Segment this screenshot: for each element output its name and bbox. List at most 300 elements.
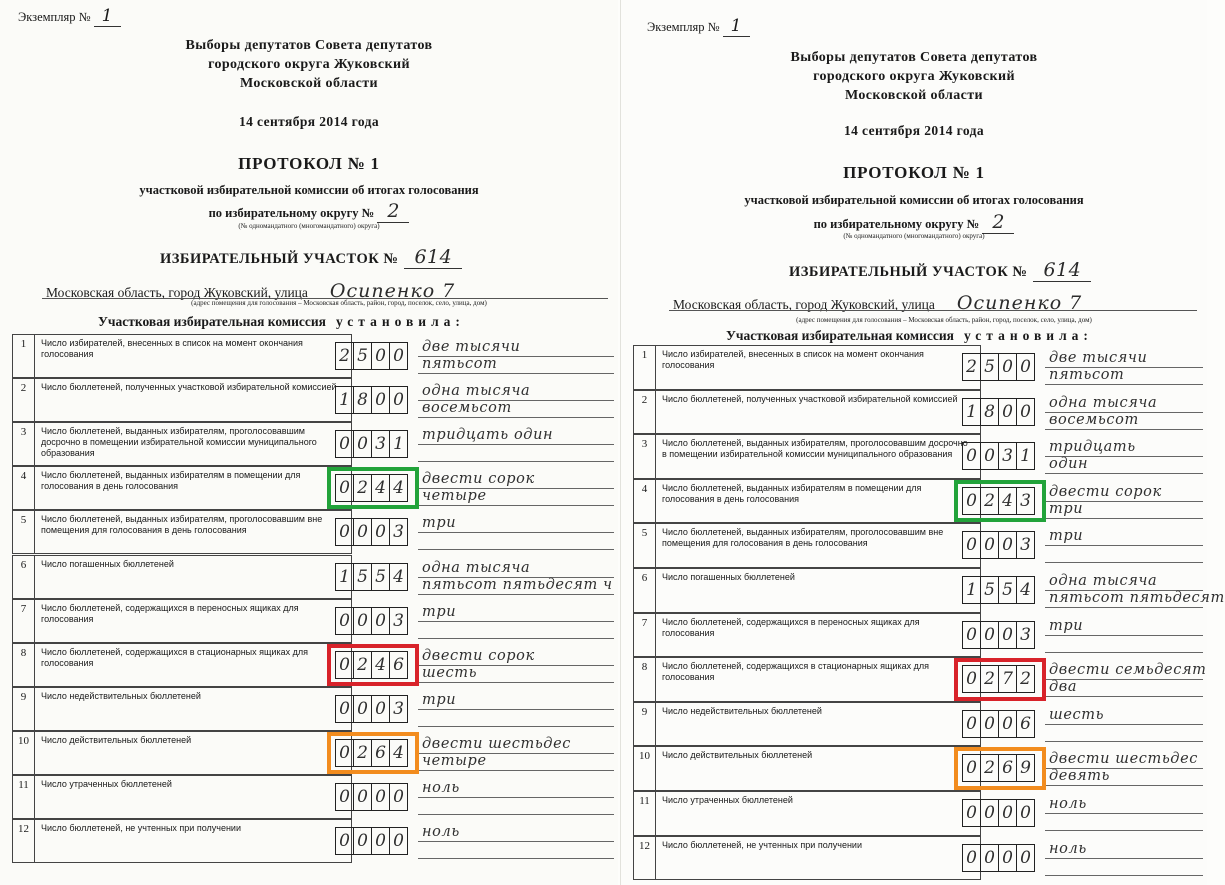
address-prefix: Московская область, город Жуковский, улица	[46, 285, 308, 300]
row-number: 10	[12, 731, 34, 775]
protocol-row	[633, 345, 1207, 390]
protocol-subtitle: участковой избирательной комиссии об итогах голосования	[744, 193, 1084, 207]
words-underline	[1045, 813, 1203, 814]
highlight-box-row-10	[327, 732, 419, 774]
digit-cell: 0	[980, 844, 999, 872]
highlight-box-row-8	[327, 644, 419, 686]
amount-words-line: четыре	[422, 752, 487, 769]
row-description: Число бюллетеней, выданных избирателям, проголосовавшим досрочно в помещении избирательной комиссии муниципального образования	[34, 422, 352, 466]
polling-station-number: 614	[1033, 259, 1091, 282]
digit-cell: 4	[389, 563, 408, 591]
digit-cell: 1	[335, 386, 354, 414]
row-description: Число действительных бюллетеней	[655, 746, 981, 791]
row-number: 8	[12, 643, 34, 687]
amount-words-line: пятьсот пятьдесят	[1049, 590, 1225, 606]
digit-cell: 0	[998, 621, 1017, 649]
words-underline	[1045, 741, 1203, 742]
row-description: Число бюллетеней, содержащихся в стационарных ящиках для голосования	[34, 643, 352, 687]
digit-cell: 4	[998, 487, 1017, 515]
row-number: 11	[12, 775, 34, 819]
amount-in-words	[1045, 439, 1203, 475]
digit-cell: 0	[980, 621, 999, 649]
row-description: Число действительных бюллетеней	[34, 731, 352, 775]
digit-cells	[336, 518, 408, 546]
district-line	[621, 211, 1207, 233]
row-number: 12	[12, 819, 34, 863]
row-number: 3	[633, 434, 655, 479]
commission-label: Участковая избирательная комиссия	[726, 328, 954, 343]
copy-number-value: 1	[723, 16, 750, 37]
digit-cells	[336, 386, 408, 414]
highlight-box-row-4	[327, 467, 419, 509]
address-street: Осипенко 7	[329, 280, 456, 302]
digit-cells	[963, 576, 1035, 604]
address-note: (адрес помещения для голосования – Московская область, район, город, поселок, село, улица, дом)	[191, 299, 487, 307]
digit-cell: 0	[962, 621, 981, 649]
amount-words-line: ноль	[422, 780, 460, 796]
amount-words-line: восемьсот	[422, 400, 512, 417]
amount-in-words	[418, 339, 614, 375]
words-underline	[418, 532, 614, 533]
amount-words-line: три	[422, 603, 457, 620]
protocol-title-text: ПРОТОКОЛ № 1	[843, 163, 985, 182]
election-title-line	[0, 38, 618, 54]
digit-cell: 0	[998, 799, 1017, 827]
amount-words-line: два	[1049, 679, 1078, 696]
digit-cell: 0	[980, 710, 999, 738]
words-underline	[1045, 830, 1203, 831]
protocol-row	[12, 687, 618, 731]
digit-cell: 0	[980, 799, 999, 827]
amount-words-line: восемьсот	[1049, 411, 1139, 428]
protocol-row	[12, 731, 618, 775]
digit-cell: 1	[335, 563, 354, 591]
words-underline	[1045, 562, 1203, 563]
amount-words-line: пятьсот пятьдесят ч	[422, 576, 613, 593]
commission-established	[726, 328, 1093, 344]
digit-cell: 0	[389, 386, 408, 414]
digit-cell: 2	[353, 739, 372, 767]
copy-number-line	[18, 6, 121, 26]
digit-cell: 0	[998, 531, 1017, 559]
amount-in-words	[1045, 573, 1225, 609]
amount-words-line: три	[1049, 528, 1084, 545]
row-number: 7	[12, 599, 34, 643]
election-title-text: Московской области	[844, 88, 984, 103]
digit-cell: 0	[1016, 844, 1035, 872]
highlight-box-row-4	[954, 480, 1046, 523]
digit-cell: 0	[353, 430, 372, 458]
row-number: 6	[633, 568, 655, 613]
digit-cell: 0	[353, 783, 372, 811]
digit-cell: 0	[353, 695, 372, 723]
digit-cells	[336, 607, 408, 635]
digit-cell: 0	[998, 398, 1017, 426]
amount-words-line: девять	[1049, 768, 1111, 785]
digit-cell: 2	[980, 754, 999, 782]
row-number: 11	[633, 791, 655, 836]
digit-cell: 2	[980, 665, 999, 693]
digit-cells	[963, 799, 1035, 827]
amount-in-words	[1045, 484, 1203, 520]
digit-cells	[963, 442, 1035, 470]
election-date-text: 14 сентября 2014 года	[238, 114, 379, 129]
digit-cells	[963, 710, 1035, 738]
words-underline	[418, 709, 614, 710]
words-underline	[418, 797, 614, 798]
words-underline	[418, 858, 614, 859]
amount-in-words	[1045, 796, 1203, 832]
protocol-title-text: ПРОТОКОЛ № 1	[238, 154, 380, 173]
amount-in-words	[1045, 395, 1203, 431]
digit-cell: 7	[998, 665, 1017, 693]
polling-station-line	[789, 259, 1091, 281]
row-description: Число утраченных бюллетеней	[655, 791, 981, 836]
words-underline	[418, 417, 614, 418]
highlight-box-row-8	[954, 658, 1046, 701]
words-underline	[1045, 473, 1203, 474]
digit-cell: 0	[389, 783, 408, 811]
digit-cell: 0	[980, 531, 999, 559]
amount-words-line: ноль	[1049, 840, 1087, 857]
polling-station-number: 614	[404, 246, 462, 269]
row-description: Число бюллетеней, выданных избирателям в помещении для голосования в день голосования	[34, 466, 352, 510]
protocol-row	[633, 523, 1207, 568]
words-underline	[1045, 429, 1203, 430]
protocol-subtitle: участковой избирательной комиссии об итогах голосования	[139, 183, 479, 197]
words-underline	[1045, 724, 1203, 725]
digit-cell: 0	[371, 607, 390, 635]
amount-words-line: три	[1049, 500, 1084, 517]
words-underline	[418, 638, 614, 639]
protocol-row	[12, 555, 618, 599]
election-title-text: Московской области	[239, 76, 379, 91]
protocol-row	[633, 434, 1207, 479]
protocol-row	[12, 643, 618, 687]
row-number: 1	[12, 334, 34, 378]
row-description: Число бюллетеней, выданных избирателям, проголосовавшим вне помещения для голосования в день голосования	[34, 510, 352, 554]
digit-cell: 2	[980, 487, 999, 515]
protocol-row	[633, 746, 1207, 791]
digit-cell: 0	[371, 827, 390, 855]
amount-words-line: одна тысяча	[422, 559, 531, 576]
words-underline	[418, 770, 614, 771]
digit-cell: 6	[998, 754, 1017, 782]
address-note: (адрес помещения для голосования – Московская область, район, город, поселок, село, улица, дом)	[796, 316, 1092, 324]
words-underline	[418, 621, 614, 622]
amount-in-words	[418, 736, 614, 772]
words-underline	[418, 461, 614, 462]
amount-in-words	[1045, 350, 1203, 386]
row-description: Число бюллетеней, не учтенных при получении	[655, 836, 981, 881]
digit-cell: 8	[353, 386, 372, 414]
protocol-row	[12, 422, 618, 466]
row-description: Число избирателей, внесенных в список на момент окончания голосования	[34, 334, 352, 378]
amount-words-line: шесть	[422, 664, 478, 681]
digit-cell: 6	[389, 651, 408, 679]
amount-words-line: три	[1049, 617, 1084, 634]
election-date	[621, 123, 1207, 139]
election-title-text: Выборы депутатов Совета депутатов	[185, 38, 433, 53]
district-note: (№ одномандатного (многомандатного) округа)	[843, 232, 985, 240]
protocol-row	[12, 466, 618, 510]
protocol-row	[633, 479, 1207, 524]
digit-cell: 3	[371, 430, 390, 458]
digit-cell: 0	[1016, 353, 1035, 381]
row-number: 5	[12, 510, 34, 554]
digit-cell: 3	[1016, 487, 1035, 515]
row-number: 6	[12, 555, 34, 599]
amount-words-line: две тысячи	[1049, 350, 1148, 366]
digit-cell: 3	[998, 442, 1017, 470]
row-number: 10	[633, 746, 655, 791]
copy-label-text: Экземпляр №	[647, 20, 720, 34]
row-description: Число бюллетеней, полученных участковой избирательной комиссией	[655, 390, 981, 435]
amount-words-line: один	[1049, 456, 1089, 473]
digit-cell: 4	[389, 739, 408, 767]
polling-station-label: ИЗБИРАТЕЛЬНЫЙ УЧАСТОК №	[160, 251, 399, 267]
digit-cell: 4	[371, 651, 390, 679]
row-number: 12	[633, 836, 655, 881]
amount-words-line: двести сорок	[422, 647, 535, 664]
words-underline	[1045, 652, 1203, 653]
amount-words-line: двести шестьдес	[422, 735, 572, 752]
words-underline	[1045, 518, 1203, 519]
row-description: Число избирателей, внесенных в список на момент окончания голосования	[655, 345, 981, 390]
digit-cell: 0	[335, 695, 354, 723]
digit-cell: 0	[371, 518, 390, 546]
row-number: 8	[633, 657, 655, 702]
election-title-line	[0, 57, 618, 73]
address-street: Осипенко 7	[956, 292, 1083, 314]
district-prefix: по избирательному округу №	[208, 206, 375, 220]
row-number: 2	[12, 378, 34, 422]
digit-cell: 0	[335, 430, 354, 458]
digit-cell: 2	[962, 353, 981, 381]
highlight-box-row-10	[954, 747, 1046, 790]
amount-words-line: пятьсот	[1049, 367, 1125, 383]
digit-cell: 2	[335, 342, 354, 370]
digit-cell: 4	[389, 474, 408, 502]
election-title-text: Выборы депутатов Совета депутатов	[790, 50, 1038, 65]
digit-cell: 2	[353, 474, 372, 502]
district-note: (№ одномандатного (многомандатного) округа)	[238, 222, 380, 230]
row-number: 9	[633, 702, 655, 747]
words-underline	[1045, 384, 1203, 385]
commission-established	[98, 314, 465, 330]
digit-cell: 0	[371, 695, 390, 723]
district-line	[0, 200, 618, 222]
digit-cell: 0	[389, 342, 408, 370]
amount-in-words	[1045, 707, 1203, 743]
election-title-line	[0, 76, 618, 92]
words-underline	[418, 549, 614, 550]
row-description: Число бюллетеней, выданных избирателям, проголосовавшим вне помещения для голосования в день голосования	[655, 523, 981, 568]
address-underline	[669, 310, 1197, 311]
digit-cells	[336, 430, 408, 458]
words-underline	[1045, 545, 1203, 546]
amount-in-words	[418, 604, 614, 640]
digit-cell: 4	[1016, 576, 1035, 604]
digit-cell: 5	[353, 342, 372, 370]
digit-cell: 0	[962, 844, 981, 872]
district-number: 2	[982, 211, 1014, 234]
digit-cell: 0	[962, 442, 981, 470]
digit-cells	[963, 621, 1035, 649]
digit-cell: 0	[371, 783, 390, 811]
protocol-row	[633, 791, 1207, 836]
amount-in-words	[418, 515, 614, 551]
election-date	[0, 114, 618, 130]
election-title-line	[621, 88, 1207, 104]
election-date-text: 14 сентября 2014 года	[843, 123, 984, 138]
election-title-line	[621, 69, 1207, 85]
protocol-row	[633, 657, 1207, 702]
amount-words-line: одна тысяча	[422, 383, 531, 400]
words-underline	[1045, 696, 1203, 697]
row-number: 2	[633, 390, 655, 435]
words-underline	[1045, 785, 1203, 786]
copy-label-text: Экземпляр №	[18, 10, 91, 24]
digit-cell: 0	[962, 754, 981, 782]
digit-cell: 0	[335, 518, 354, 546]
amount-words-line: ноль	[1049, 796, 1087, 812]
digit-cells	[336, 695, 408, 723]
digit-cell: 3	[389, 518, 408, 546]
digit-cell: 8	[980, 398, 999, 426]
digit-cell: 0	[962, 531, 981, 559]
commission-established-word: установила:	[335, 314, 465, 329]
row-description: Число погашенных бюллетеней	[34, 555, 352, 599]
row-description: Число недействительных бюллетеней	[34, 687, 352, 731]
amount-in-words	[418, 692, 614, 728]
amount-in-words	[1045, 662, 1207, 698]
protocol-row	[12, 510, 618, 554]
words-underline	[418, 726, 614, 727]
protocol-row	[633, 390, 1207, 435]
protocol-row	[633, 702, 1207, 747]
digit-cells	[336, 342, 408, 370]
digit-cell: 1	[389, 430, 408, 458]
amount-words-line: одна тысяча	[1049, 394, 1158, 411]
digit-cell: 5	[980, 576, 999, 604]
digit-cell: 4	[371, 474, 390, 502]
protocol-right	[620, 0, 1225, 885]
row-description: Число бюллетеней, выданных избирателям в помещении для голосования в день голосования	[655, 479, 981, 524]
digit-cells	[963, 353, 1035, 381]
digit-cell: 3	[1016, 531, 1035, 559]
amount-in-words	[1045, 841, 1203, 877]
digit-cell: 0	[998, 353, 1017, 381]
amount-in-words	[418, 471, 614, 507]
protocol-row	[633, 568, 1225, 613]
words-underline	[418, 594, 614, 595]
amount-in-words	[418, 383, 614, 419]
digit-cells	[336, 563, 408, 591]
digit-cell: 3	[1016, 621, 1035, 649]
digit-cell: 6	[371, 739, 390, 767]
protocol-title	[0, 154, 618, 174]
commission-established-word: установила:	[963, 328, 1093, 343]
digit-cell: 0	[962, 710, 981, 738]
commission-label: Участковая избирательная комиссия	[98, 314, 326, 329]
amount-words-line: двести семьдесят	[1049, 662, 1207, 679]
district-number: 2	[377, 200, 409, 223]
district-prefix: по избирательному округу №	[813, 217, 980, 231]
digit-cell: 1	[1016, 442, 1035, 470]
amount-words-line: три	[422, 691, 457, 708]
amount-words-line: двести шестьдес	[1049, 751, 1199, 768]
digit-cell: 5	[353, 563, 372, 591]
digit-cell: 0	[998, 844, 1017, 872]
digit-cell: 0	[353, 518, 372, 546]
words-underline	[418, 505, 614, 506]
polling-station-label: ИЗБИРАТЕЛЬНЫЙ УЧАСТОК №	[789, 264, 1028, 280]
amount-in-words	[418, 560, 614, 596]
protocol-row	[633, 613, 1207, 658]
words-underline	[418, 682, 614, 683]
election-title-line	[621, 50, 1207, 66]
row-description: Число недействительных бюллетеней	[655, 702, 981, 747]
digit-cell: 3	[389, 607, 408, 635]
digit-cell: 0	[353, 827, 372, 855]
amount-words-line: двести сорок	[422, 471, 535, 488]
digit-cell: 1	[962, 398, 981, 426]
digit-cell: 0	[353, 607, 372, 635]
words-underline	[418, 444, 614, 445]
protocol-row	[12, 775, 618, 819]
protocol-row	[12, 378, 618, 422]
row-number: 7	[633, 613, 655, 658]
amount-in-words	[418, 648, 614, 684]
amount-in-words	[418, 824, 614, 860]
amount-in-words	[418, 780, 614, 816]
words-underline	[418, 373, 614, 374]
digit-cells	[963, 844, 1035, 872]
amount-words-line: пятьсот	[422, 356, 498, 372]
row-description: Число погашенных бюллетеней	[655, 568, 981, 613]
protocol-title	[621, 163, 1207, 183]
digit-cell: 5	[371, 563, 390, 591]
amount-in-words	[1045, 751, 1203, 787]
amount-words-line: ноль	[422, 824, 460, 841]
amount-in-words	[418, 427, 614, 463]
digit-cell: 5	[980, 353, 999, 381]
digit-cell: 0	[962, 665, 981, 693]
digit-cell: 0	[371, 342, 390, 370]
words-underline	[1045, 875, 1203, 876]
row-number: 1	[633, 345, 655, 390]
amount-words-line: одна тысяча	[1049, 573, 1158, 589]
digit-cell: 0	[962, 487, 981, 515]
polling-station-line	[160, 246, 462, 268]
protocol-row	[633, 836, 1207, 881]
row-description: Число утраченных бюллетеней	[34, 775, 352, 819]
words-underline	[1045, 607, 1203, 608]
row-description: Число бюллетеней, не учтенных при получении	[34, 819, 352, 863]
protocol-row	[12, 334, 618, 378]
digit-cell: 0	[335, 607, 354, 635]
protocol-row	[12, 819, 618, 863]
amount-words-line: три	[422, 515, 457, 532]
row-description: Число бюллетеней, содержащихся в переносных ящиках для голосования	[34, 599, 352, 643]
digit-cell: 0	[335, 739, 354, 767]
digit-cell: 0	[1016, 398, 1035, 426]
digit-cell: 0	[371, 386, 390, 414]
amount-in-words	[1045, 618, 1203, 654]
row-description: Число бюллетеней, полученных участковой избирательной комиссией	[34, 378, 352, 422]
amount-words-line: четыре	[422, 488, 487, 505]
